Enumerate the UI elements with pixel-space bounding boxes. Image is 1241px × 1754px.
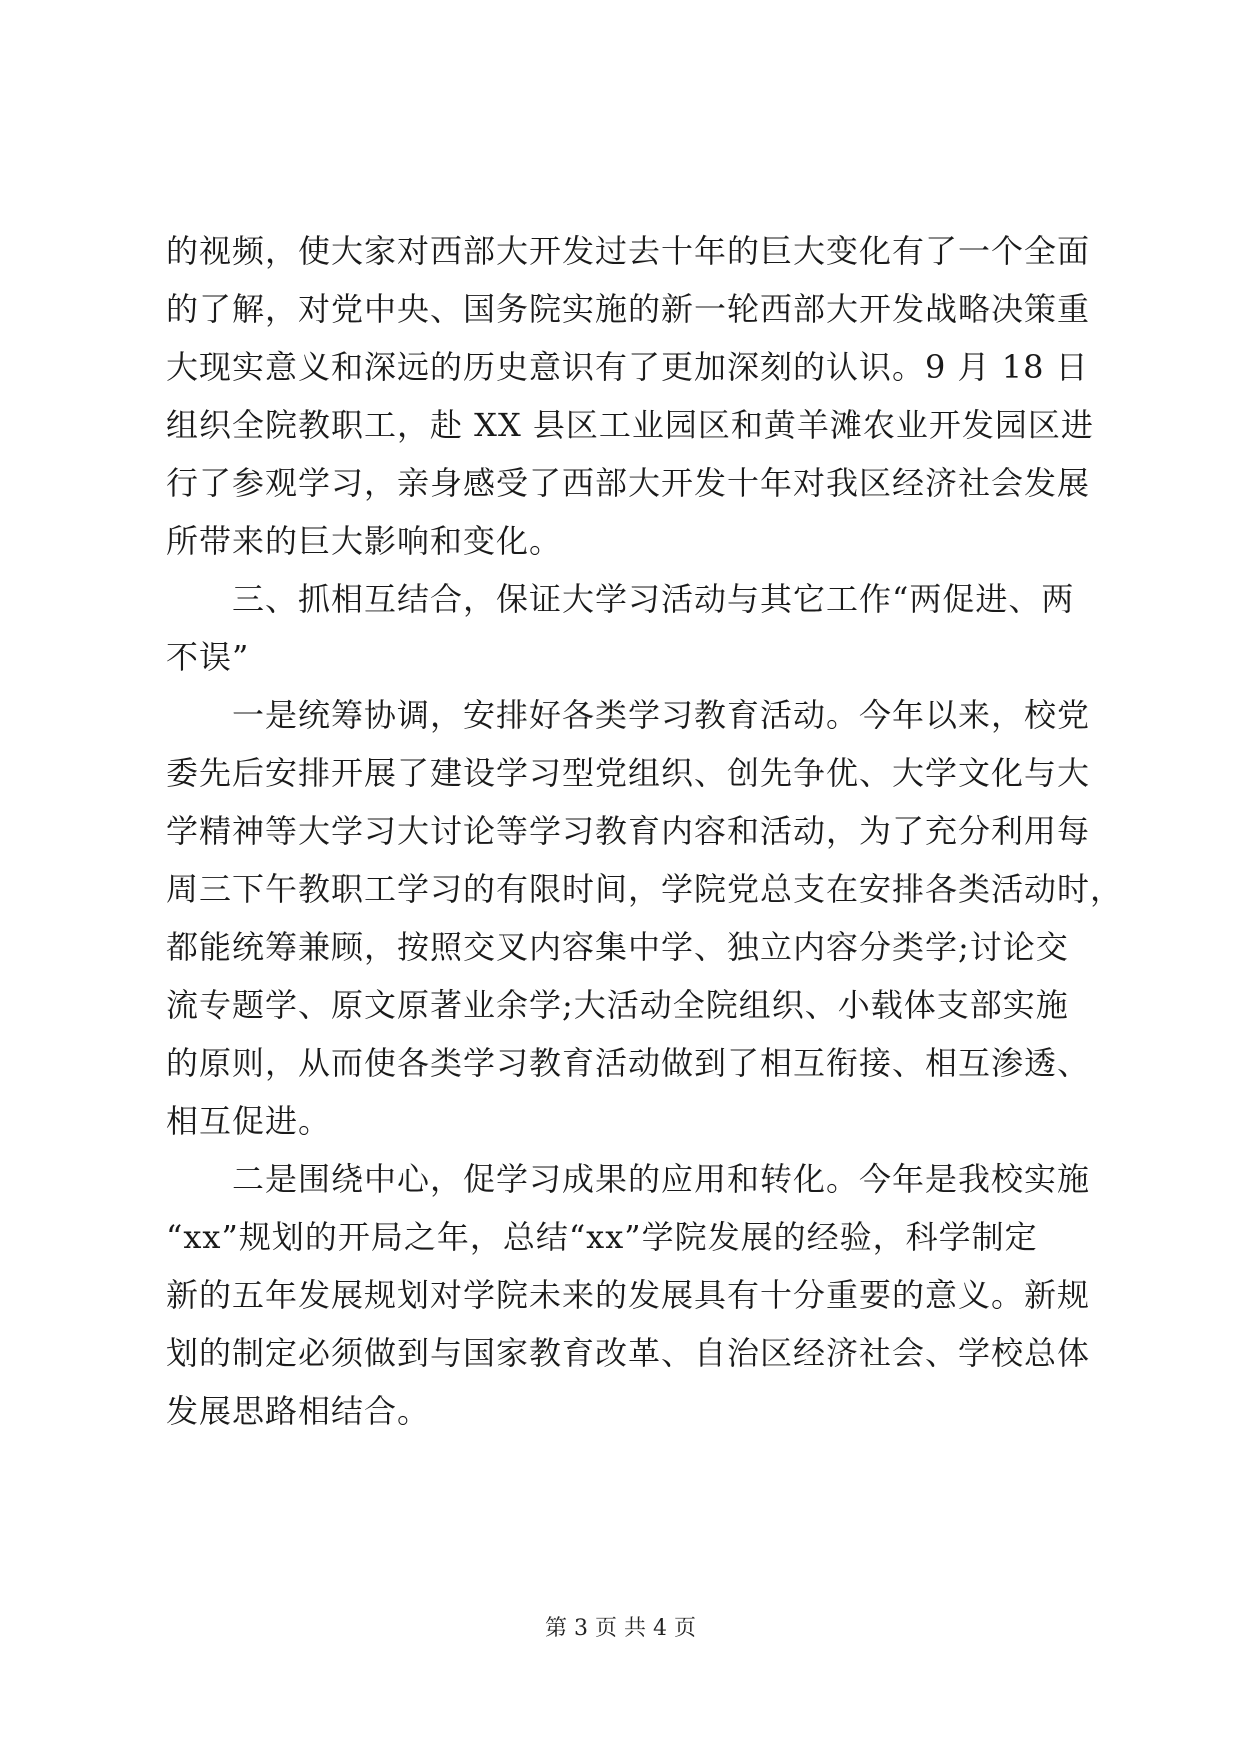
- text-line: 划的制定必须做到与国家教育改革、自治区经济社会、学校总体: [166, 1334, 1091, 1372]
- text-line: 发展思路相结合。: [166, 1392, 431, 1430]
- text-line: 大现实意义和深远的历史意识有了更加深刻的认识。9 月 18 日: [166, 348, 1089, 386]
- text-line: 相互促进。: [166, 1102, 332, 1140]
- text-line: 所带来的巨大影响和变化。: [166, 522, 563, 560]
- page-number-label: 第 3 页 共 4 页: [545, 1616, 696, 1641]
- text-line: 行了参观学习，亲身感受了西部大开发十年对我区经济社会发展: [166, 464, 1091, 502]
- text-line: 流专题学、原文原著业余学;大活动全院组织、小载体支部实施: [166, 986, 1069, 1024]
- section-heading-line: 不误”: [166, 638, 250, 676]
- text-line: 组织全院教职工，赴 XX 县区工业园区和黄羊滩农业开发园区进: [166, 406, 1094, 444]
- text-line: 的了解，对党中央、国务院实施的新一轮西部大开发战略决策重: [166, 290, 1091, 328]
- text-line: 周三下午教职工学习的有限时间，学院党总支在安排各类活动时，: [166, 870, 1124, 908]
- text-line: 新的五年发展规划对学院未来的发展具有十分重要的意义。新规: [166, 1276, 1091, 1314]
- text-line: 二是围绕中心，促学习成果的应用和转化。今年是我校实施: [232, 1160, 1091, 1198]
- text-line: 委先后安排开展了建设学习型党组织、创先争优、大学文化与大: [166, 754, 1091, 792]
- text-line: 都能统筹兼顾，按照交叉内容集中学、独立内容分类学;讨论交: [166, 928, 1069, 966]
- text-line: 的视频，使大家对西部大开发过去十年的巨大变化有了一个全面: [166, 232, 1091, 270]
- text-line: 的原则，从而使各类学习教育活动做到了相互衔接、相互渗透、: [166, 1044, 1091, 1082]
- page-footer: [0, 1615, 1241, 1643]
- text-line: 一是统筹协调，安排好各类学习教育活动。今年以来，校党: [232, 696, 1091, 734]
- text-line: “xx”规划的开局之年，总结“xx”学院发展的经验，科学制定: [166, 1218, 1038, 1256]
- text-line: 学精神等大学习大讨论等学习教育内容和活动，为了充分利用每: [166, 812, 1091, 850]
- section-heading-line: 三、抓相互结合，保证大学习活动与其它工作“两促进、两: [232, 580, 1075, 618]
